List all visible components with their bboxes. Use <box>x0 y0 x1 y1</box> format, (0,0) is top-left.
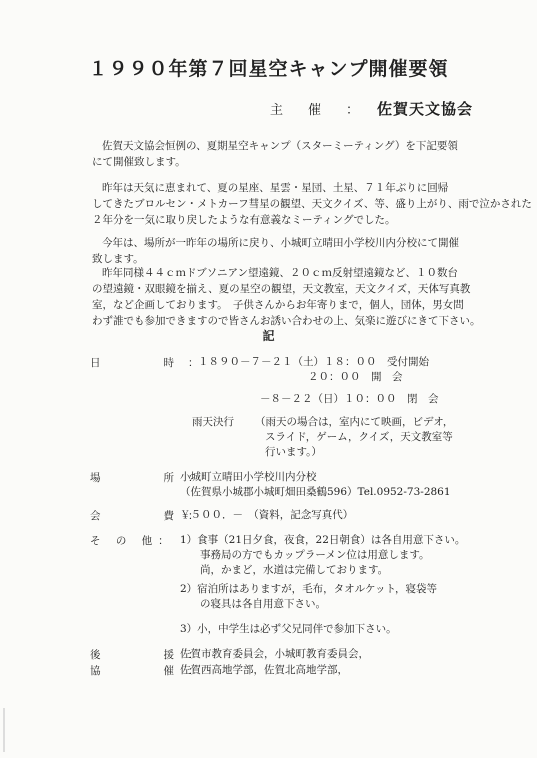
text-line: 致します。 <box>92 253 144 265</box>
schedule-line-1: １８９０－７－２１（土）１８：００ 受付開始 <box>198 356 429 368</box>
organizer-label: 主 催 ： <box>270 103 366 118</box>
text-line: 今年は、場所が一昨年の場所に戻り、小城町立晴田小学校川内分校にて開催 <box>102 237 459 249</box>
support-label: 後 援： <box>90 649 213 661</box>
support-value: 佐賀市教育委員会，小城町教育委員会， <box>180 648 369 660</box>
text-line: 尚，かまど，水道は完備しております。 <box>200 564 389 576</box>
text-line: 昨年は天気に恵まれて、夏の星座、星雲・星団、土星、７１年ぶりに回帰 <box>102 182 449 194</box>
text-line: 小城町立晴田小学校川内分校 <box>180 471 317 483</box>
other-label: そ の 他： <box>90 535 175 547</box>
text-line: にて開催致します。 <box>92 156 186 168</box>
page-title: １９９０年第７回星空キャンプ開催要領 <box>88 58 449 80</box>
text-line: 2）宿泊所はありますが，毛布，タオルケット，寝袋等 <box>180 583 437 595</box>
other-item-3 <box>180 622 397 637</box>
schedule-line-3: －８－２２（日）１０：００ 閉 会 <box>260 393 439 405</box>
schedule-label: 日 時： <box>90 357 213 369</box>
cooperation-value: 佐賀西高地学部，佐賀北高地学部， <box>180 664 348 676</box>
text-line: 事務局の方でもカップラーメン位は用意します。 <box>200 549 430 561</box>
place-label: 場 所： <box>90 472 213 484</box>
scan-edge-mark <box>3 708 5 752</box>
fee-value: ￥５００．－ （資料，記念写真代） <box>180 509 354 521</box>
text-line: 1）食事（21日夕食，夜食，22日朝食）は各自用意下さい。 <box>180 534 466 546</box>
place-value <box>180 470 451 500</box>
text-line: （佐賀県小城郡小城町畑田桑鶴596）Tel.0952-73-2861 <box>180 486 451 498</box>
text-line: 室，など企画しております。 子供さんからお年寄りまで，個人，団体，男女問 <box>92 299 464 311</box>
fee-label: 会 費： <box>90 510 213 522</box>
intro-paragraph-4 <box>92 265 481 329</box>
text-line: してきたブロルセン・メトカーフ彗星の観望、天文クイズ、等、盛り上がり、雨で泣かされた <box>92 198 532 210</box>
intro-paragraph-3 <box>92 235 459 267</box>
rain-note <box>255 415 453 460</box>
other-item-1 <box>180 533 465 578</box>
text-line: 昨年同様４４ｃｍドブソニアン望遠鏡、２０ｃｍ反射望遠鏡など、１０数台 <box>102 267 459 279</box>
intro-paragraph-1 <box>92 138 458 170</box>
other-item-2 <box>180 582 437 612</box>
text-line: 3）小，中学生は必ず父兄同伴で参加下さい。 <box>180 623 397 635</box>
text-line: 佐賀天文協会恒例の、夏期星空キャンプ（スターミーティング）を下記要領 <box>102 140 458 152</box>
text-line: わず誰でも参加できますので皆さんお誘い合わせの上、気楽に遊びにきて下さい。 <box>92 315 481 327</box>
rain-label: 雨天決行 <box>192 416 234 428</box>
organizer <box>270 98 473 119</box>
cooperation-label: 協 催： <box>90 665 213 677</box>
ki-heading: 記 <box>262 329 275 343</box>
organizer-name: 佐賀天文協会 <box>377 100 474 118</box>
schedule-line-2: ２０：００ 開 会 <box>308 371 403 383</box>
text-line: （雨天の場合は，室内にて映画，ビデオ， <box>255 416 454 428</box>
text-line: スライド，ゲーム，クイズ，天文教室等 <box>265 431 453 443</box>
intro-paragraph-2 <box>92 180 532 228</box>
text-line: の寝具は各自用意下さい。 <box>200 598 326 610</box>
text-line: の望遠鏡・双眼鏡を揃え、夏の星空の観望，天文教室，天文クイズ，天体写真教 <box>92 283 471 295</box>
text-line: 行います。） <box>265 446 322 458</box>
text-line: ２年分を一気に取り戻したような有意義なミーティングでした。 <box>92 214 396 226</box>
